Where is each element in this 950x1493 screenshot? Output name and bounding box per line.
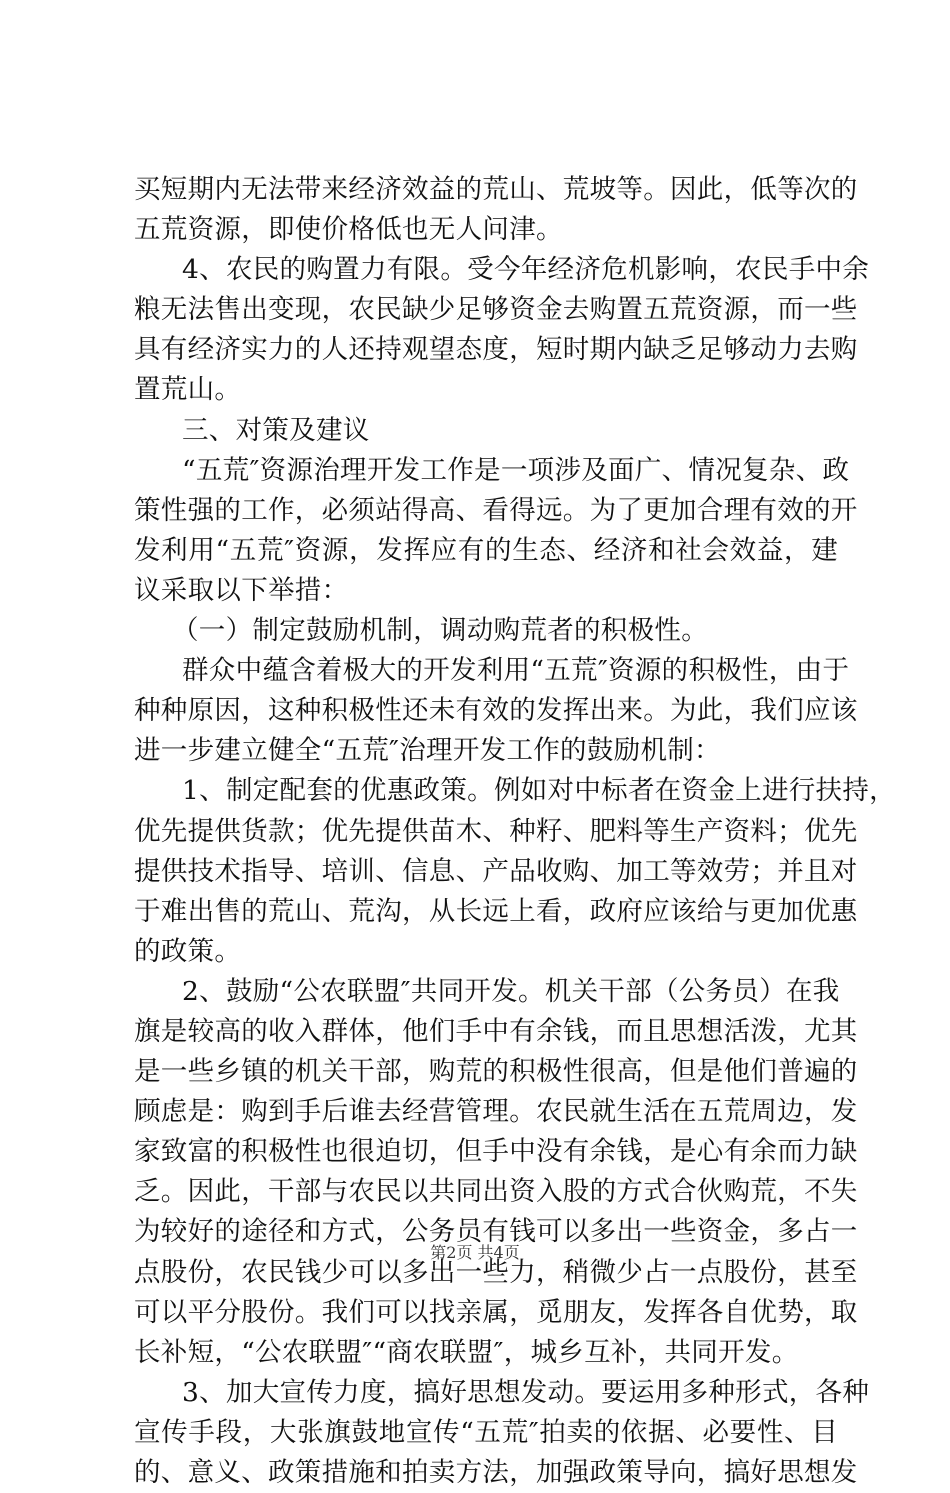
text-line: 旗是较高的收入群体，他们手中有余钱，而且思想活泼，尤其 — [134, 1015, 858, 1047]
text-line: 于难出售的荒山、荒沟，从长远上看，政府应该给与更加优惠 — [134, 895, 858, 927]
text-line: 优先提供货款；优先提供苗木、种籽、肥料等生产资料；优先 — [134, 815, 858, 847]
text-line: 长补短，“公农联盟″“商农联盟″，城乡互补，共同开发。 — [134, 1336, 799, 1368]
text-line: 3、加大宣传力度，搞好思想发动。要运用多种形式，各种 — [182, 1376, 870, 1408]
page-footer: 第2页 共4页 — [430, 1243, 520, 1262]
text-line: 种种原因，这种积极性还未有效的发挥出来。为此，我们应该 — [134, 695, 858, 727]
text-line: 买短期内无法带来经济效益的荒山、荒坡等。因此，低等次的 — [134, 174, 858, 205]
text-line: 1、制定配套的优惠政策。例如对中标者在资金上进行扶持， — [182, 775, 896, 807]
subsection-heading: （一）制定鼓励机制，调动购荒者的积极性。 — [172, 615, 708, 647]
text-line: 4、农民的购置力有限。受今年经济危机影响，农民手中余 — [182, 254, 870, 286]
text-line: 具有经济实力的人还持观望态度，短时期内缺乏足够动力去购 — [134, 334, 858, 366]
text-line: 的、意义、政策措施和拍卖方法，加强政策导向，搞好思想发 — [134, 1457, 858, 1488]
text-line: 家致富的积极性也很迫切，但手中没有余钱，是心有余而力缺 — [134, 1136, 858, 1168]
text-line: 宣传手段，大张旗鼓地宣传“五荒″拍卖的依据、必要性、目 — [134, 1416, 838, 1448]
text-line: 点股份，农民钱少可以多出一些力，稍微少占一点股份，甚至 — [134, 1256, 858, 1288]
document-body — [134, 170, 896, 1493]
text-line: 乏。因此，干部与农民以共同出资入股的方式合伙购荒，不失 — [134, 1176, 858, 1208]
text-line: 进一步建立健全“五荒″治理开发工作的鼓励机制： — [134, 735, 721, 767]
text-line: “五荒″资源治理开发工作是一项涉及面广、情况复杂、政 — [182, 454, 850, 486]
text-line: 提供技术指导、培训、信息、产品收购、加工等效劳；并且对 — [134, 855, 858, 887]
text-line: 议采取以下举措： — [134, 574, 349, 606]
text-line: 群众中蕴含着极大的开发利用“五荒″资源的积极性，由于 — [182, 655, 850, 687]
text-line: 2、鼓励“公农联盟″共同开发。机关干部（公务员）在我 — [182, 975, 840, 1007]
text-line: 的政策。 — [134, 935, 242, 967]
text-line: 粮无法售出变现，农民缺少足够资金去购置五荒资源，而一些 — [134, 294, 858, 326]
text-line: 是一些乡镇的机关干部，购荒的积极性很高，但是他们普遍的 — [134, 1056, 858, 1088]
text-line: 可以平分股份。我们可以找亲属，觅朋友，发挥各自优势，取 — [134, 1296, 858, 1328]
section-heading: 三、对策及建议 — [182, 414, 370, 446]
text-line: 置荒山。 — [134, 374, 242, 406]
text-line: 策性强的工作，必须站得高、看得远。为了更加合理有效的开 — [134, 494, 858, 526]
text-line: 为较好的途径和方式，公务员有钱可以多出一些资金，多占一 — [134, 1216, 858, 1248]
text-line: 五荒资源，即使价格低也无人问津。 — [134, 214, 563, 246]
text-line: 发利用“五荒″资源，发挥应有的生态、经济和社会效益，建 — [134, 534, 838, 566]
text-line: 顾虑是：购到手后谁去经营管理。农民就生活在五荒周边，发 — [134, 1096, 858, 1128]
